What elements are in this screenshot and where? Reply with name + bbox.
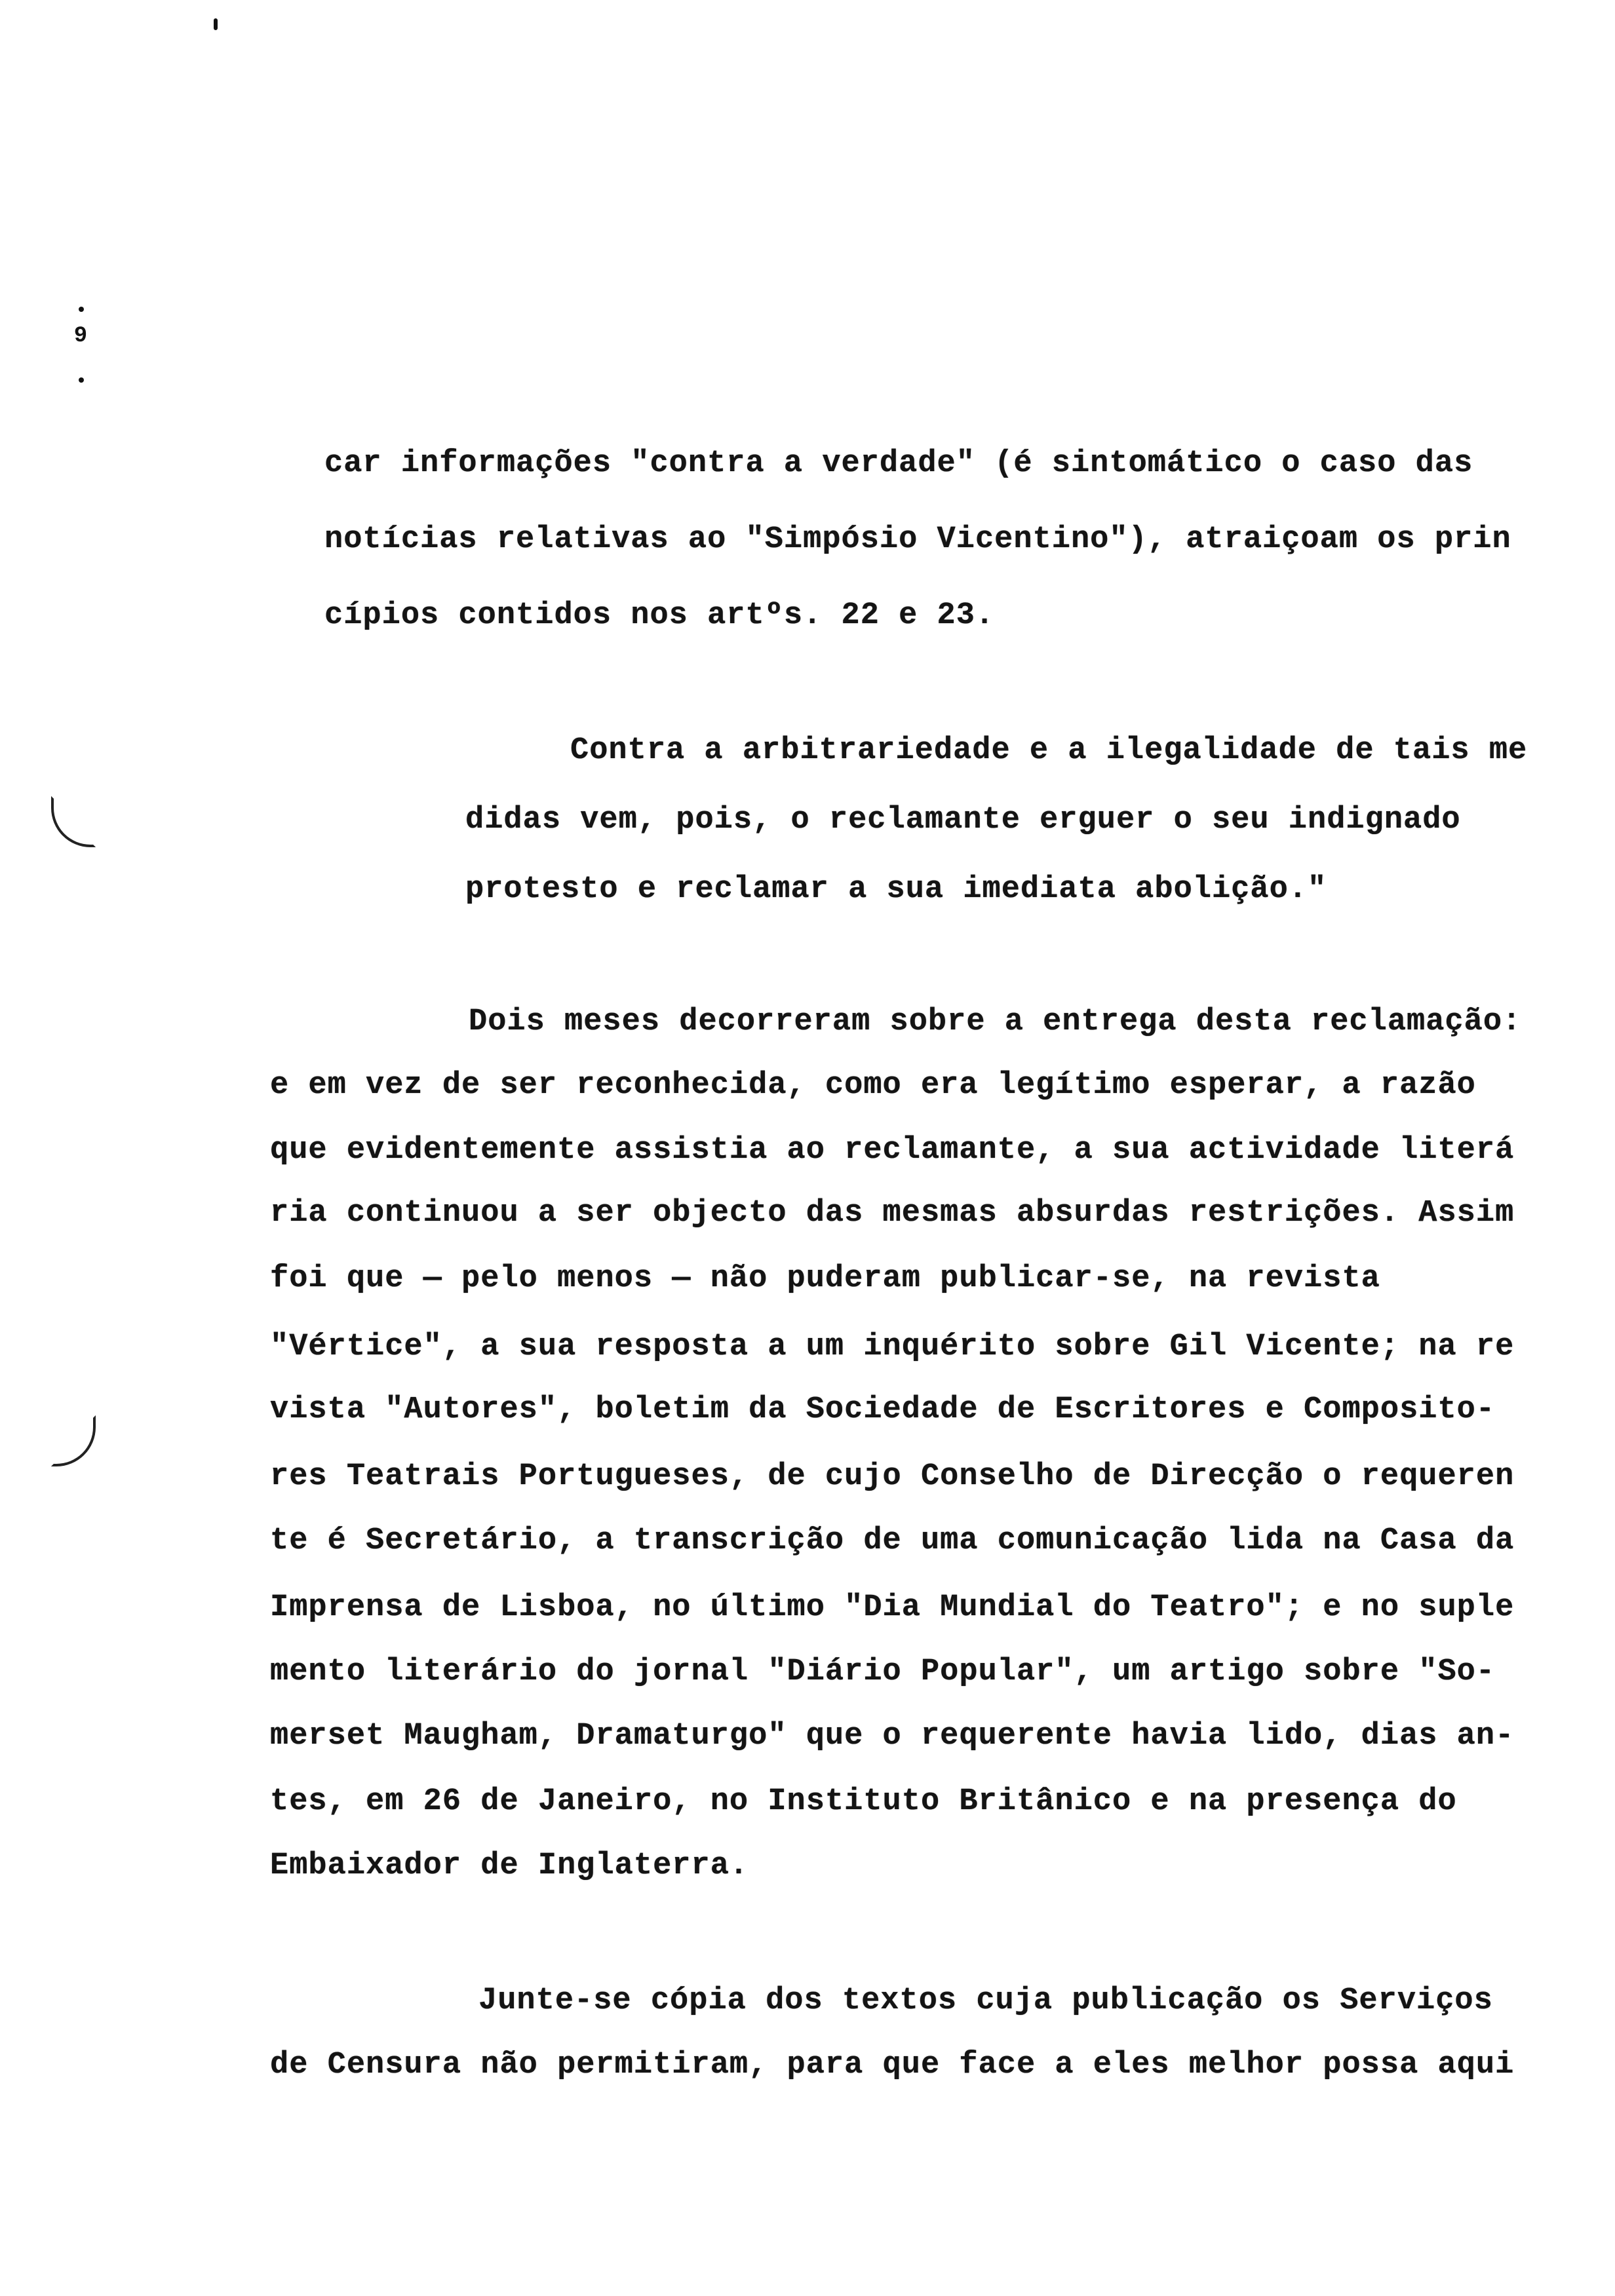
page-number: 9 bbox=[73, 324, 88, 349]
text-line: de Censura não permitiram, para que face a eles melhor possa aqui bbox=[270, 2048, 1515, 2082]
text-line: vista "Autores", boletim da Sociedade de Escritores e Composito- bbox=[270, 1392, 1496, 1427]
text-line: Dois meses decorreram sobre a entrega desta reclamação: bbox=[469, 1004, 1522, 1039]
text-line: merset Maugham, Dramaturgo" que o requerente havia lido, dias an- bbox=[270, 1719, 1515, 1753]
text-line: te é Secretário, a transcrição de uma comunicação lida na Casa da bbox=[270, 1523, 1515, 1558]
text-line: Imprensa de Lisboa, no último "Dia Mundial do Teatro"; e no suple bbox=[270, 1590, 1515, 1625]
text-line: ria continuou a ser objecto das mesmas absurdas restrições. Assim bbox=[270, 1196, 1515, 1231]
text-line: Contra a arbitrariedade e a ilegalidade de tais me bbox=[570, 733, 1528, 768]
text-line: e em vez de ser reconhecida, como era legítimo esperar, a razão bbox=[270, 1068, 1476, 1103]
text-line: tes, em 26 de Janeiro, no Instituto Britânico e na presença do bbox=[270, 1784, 1457, 1819]
margin-mark bbox=[51, 1415, 96, 1466]
text-line: foi que — pelo menos — não puderam publicar-se, na revista bbox=[270, 1261, 1380, 1296]
text-line: notícias relativas ao "Simpósio Vicentino"), atraiçoam os prin bbox=[324, 522, 1511, 557]
text-line: cípios contidos nos artºs. 22 e 23. bbox=[324, 598, 995, 633]
margin-mark bbox=[51, 796, 96, 847]
text-line: Junte-se cópia dos textos cuja publicação os Serviços bbox=[478, 1983, 1493, 2018]
text-line: mento literário do jornal "Diário Popular", um artigo sobre "So- bbox=[270, 1655, 1496, 1689]
dot-mark bbox=[79, 377, 84, 383]
text-line: que evidentemente assistia ao reclamante, a sua actividade literá bbox=[270, 1133, 1515, 1168]
text-line: "Vértice", a sua resposta a um inquérito sobre Gil Vicente; na re bbox=[270, 1330, 1515, 1364]
text-line: car informações "contra a verdade" (é sintomático o caso das bbox=[324, 446, 1473, 481]
page-number-marker bbox=[71, 307, 90, 385]
dot-mark bbox=[79, 307, 84, 312]
text-line: didas vem, pois, o reclamante erguer o seu indignado bbox=[465, 803, 1461, 837]
text-line: protesto e reclamar a sua imediata abolição." bbox=[465, 872, 1327, 907]
text-line: res Teatrais Portugueses, de cujo Conselho de Direcção o requeren bbox=[270, 1459, 1515, 1494]
text-line: Embaixador de Inglaterra. bbox=[270, 1848, 749, 1883]
stray-mark bbox=[214, 18, 218, 30]
